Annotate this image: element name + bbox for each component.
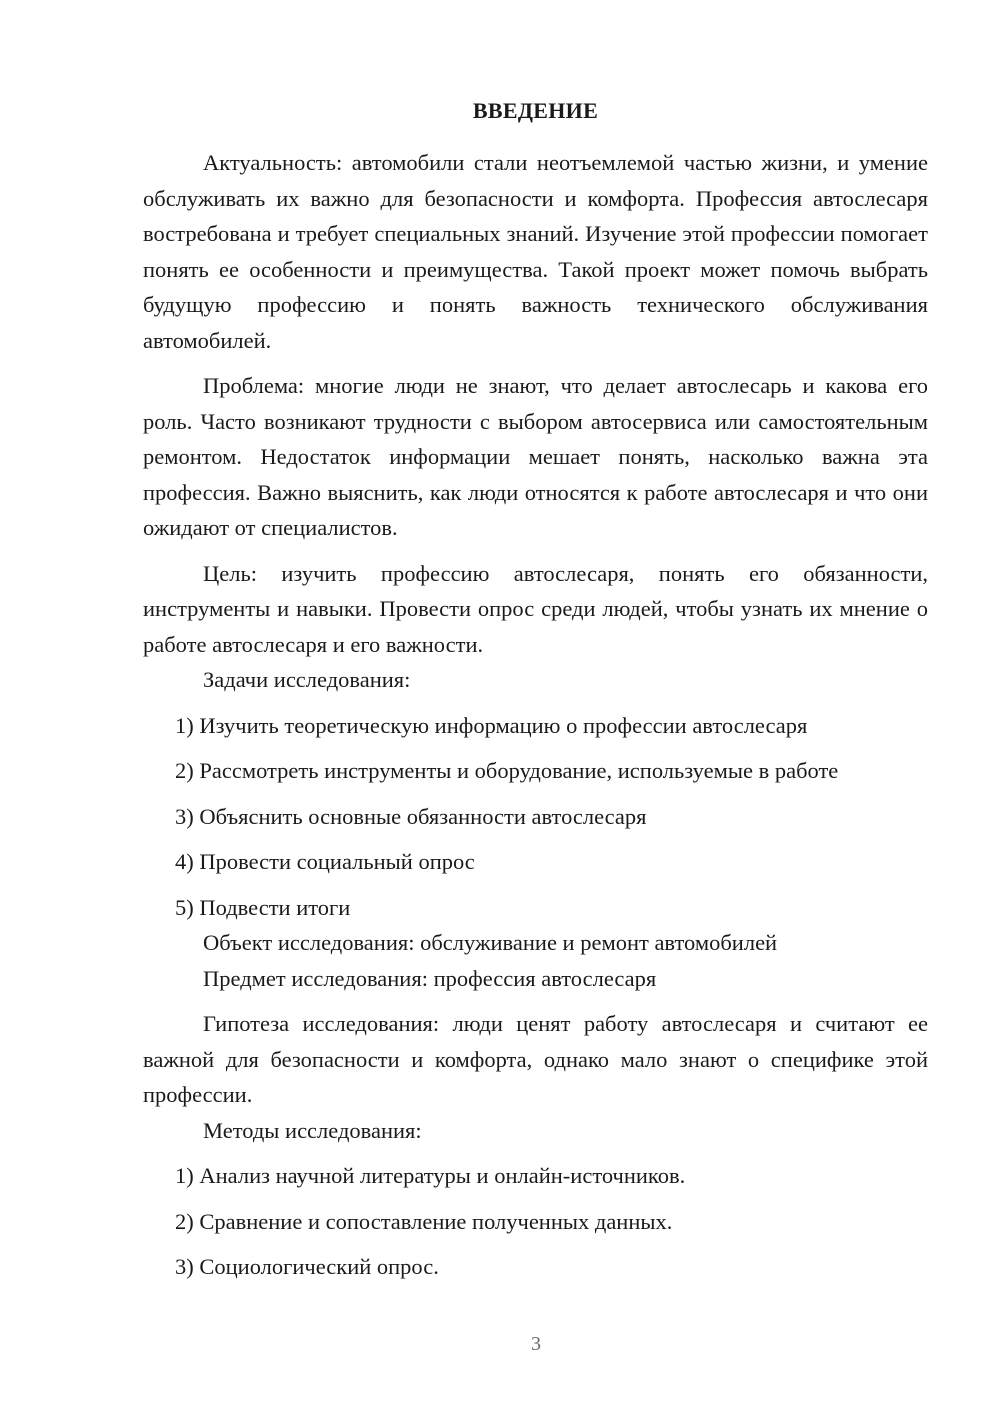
page-title: ВВЕДЕНИЕ [472, 98, 599, 123]
methods-heading: Методы исследования: [203, 1117, 422, 1143]
list-item: 4) Провести социальный опрос [175, 849, 475, 874]
paragraph-goal: Цель: изучить профессию автослесаря, понять его обязанности, инструменты и навыки. Провести опрос среди людей, чтобы узнать их мнение о работе автослесаря и его важности. [143, 560, 928, 657]
tasks-list [143, 708, 928, 926]
research-object: Объект исследования: обслуживание и ремонт автомобилей [203, 930, 778, 955]
paragraph-problem: Проблема: многие люди не знают, что делает автослесарь и какова его роль. Часто возникают трудности с выбором автосервиса или самостоятельным ремонтом. Недостаток информации мешает понять, насколько важна эта профессия. Важно выяснить, как люди относятся к работе автослесаря и что они ожидают от специалистов. [143, 373, 928, 540]
page-content [143, 94, 928, 1285]
list-item: 2) Рассмотреть инструменты и оборудование, используемые в работе [175, 758, 839, 783]
list-item: 1) Изучить теоретическую информацию о профессии автослесаря [175, 712, 808, 738]
research-subject: Предмет исследования: профессия автослесаря [203, 965, 657, 991]
list-item: 1) Анализ научной литературы и онлайн-источников. [175, 1163, 686, 1188]
list-item: 5) Подвести итоги [175, 894, 351, 920]
list-item: 3) Объяснить основные обязанности автослесаря [175, 803, 647, 829]
research-hypothesis: Гипотеза исследования: люди ценят работу автослесаря и считают ее важной для безопасности и комфорта, однако мало знают о специфике этой профессии. [143, 1011, 928, 1107]
tasks-heading: Задачи исследования: [203, 667, 411, 692]
page-number: 3 [531, 1333, 541, 1355]
paragraph-relevance: Актуальность: автомобили стали неотъемлемой частью жизни, и умение обслуживать их важно для безопасности и комфорта. Профессия автослесаря востребована и требует специальных знаний. Изучение этой профессии помогает понять ее особенности и преимущества. Такой проект может помочь выбрать будущую профессию и понять важность технического обслуживания автомобилей. [143, 150, 928, 353]
list-item: 3) Социологический опрос. [175, 1254, 439, 1279]
list-item: 2) Сравнение и сопоставление полученных данных. [175, 1208, 673, 1234]
methods-list [143, 1158, 928, 1285]
